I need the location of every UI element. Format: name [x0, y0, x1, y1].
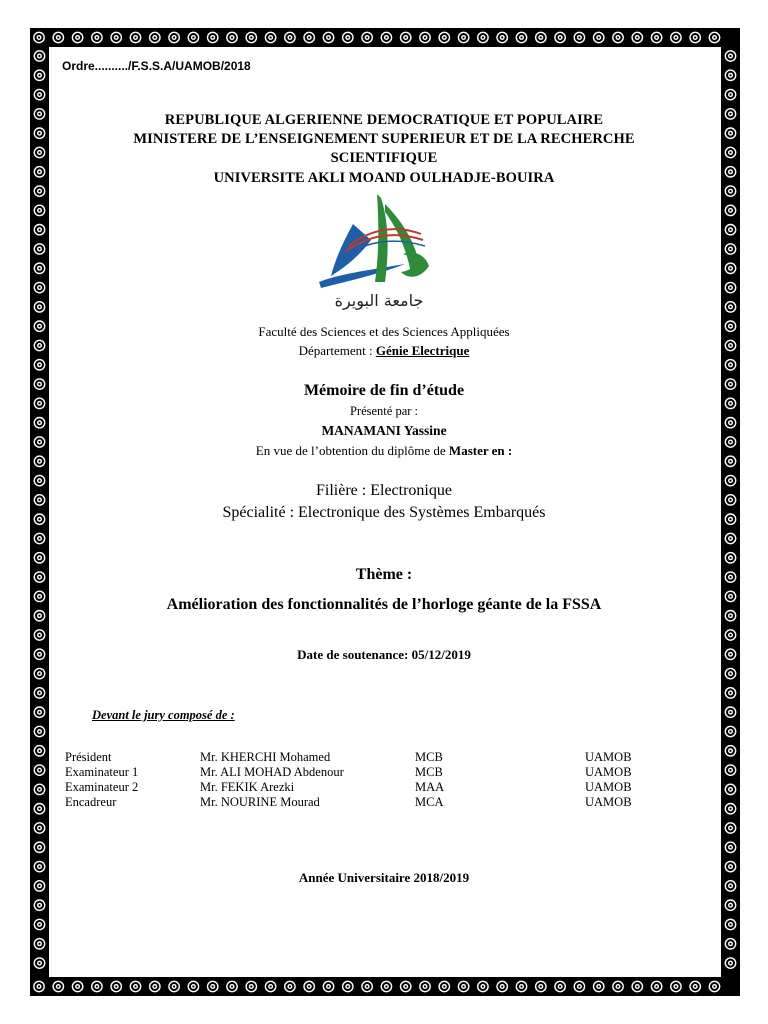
jury-name: Mr. NOURINE Mourad — [200, 795, 320, 809]
jury-row — [0, 750, 768, 766]
jury-row — [0, 765, 768, 781]
obtention-prefix: En vue de l’obtention du diplôme de — [255, 443, 449, 458]
student-name: MANAMANI Yassine — [321, 423, 447, 438]
jury-heading: Devant le jury composé de : — [92, 708, 235, 722]
header-ministry-cont: SCIENTIFIQUE — [330, 150, 438, 166]
department-value: Génie Electrique — [375, 343, 470, 358]
jury-grade: MAA — [415, 780, 445, 794]
jury-institution: UAMOB — [585, 750, 632, 764]
logo-arabic-text: جامعة البويرة — [334, 291, 424, 310]
filiere: Filière : Electronique — [316, 482, 452, 499]
header-university: UNIVERSITE AKLI MOAND OULHADJE-BOUIRA — [213, 170, 555, 186]
academic-year: Année Universitaire 2018/2019 — [298, 870, 470, 885]
jury-role: Examinateur 1 — [65, 765, 139, 779]
degree: Master — [448, 443, 489, 458]
memoire-title: Mémoire de fin d’étude — [303, 382, 465, 399]
jury-institution: UAMOB — [585, 795, 632, 809]
jury-grade: MCB — [415, 765, 443, 779]
jury-institution: UAMOB — [585, 765, 632, 779]
header-ministry: MINISTERE DE L’ENSEIGNEMENT SUPERIEUR ET DE LA RECHERCHE — [133, 131, 635, 147]
department-line — [0, 343, 768, 359]
jury-row — [0, 795, 768, 811]
jury-row — [0, 780, 768, 796]
theme-title: Amélioration des fonctionnalités de l’horloge géante de la FSSA — [166, 596, 602, 613]
jury-name: Mr. ALI MOHAD Abdenour — [200, 765, 344, 779]
jury-name: Mr. FEKIK Arezki — [200, 780, 295, 794]
jury-grade: MCB — [415, 750, 443, 764]
jury-role: Examinateur 2 — [65, 780, 139, 794]
jury-grade: MCA — [415, 795, 444, 809]
reference-number: Ordre........../F.S.S.A/UAMOB/2018 — [62, 59, 251, 73]
faculty: Faculté des Sciences et des Sciences Appliquées — [258, 324, 510, 339]
presented-by: Présenté par : — [349, 404, 419, 418]
obtention-suffix: en : — [488, 443, 513, 458]
jury-institution: UAMOB — [585, 780, 632, 794]
defense-date: Date de soutenance: 05/12/2019 — [297, 647, 471, 662]
obtention-line — [0, 443, 768, 459]
department-label: Département : — [298, 343, 376, 358]
jury-role: Président — [65, 750, 112, 764]
specialite: Spécialité : Electronique des Systèmes Embarqués — [222, 504, 546, 521]
jury-role: Encadreur — [65, 795, 117, 809]
university-logo — [309, 194, 449, 316]
header-republic: REPUBLIQUE ALGERIENNE DEMOCRATIQUE ET POPULAIRE — [164, 112, 604, 128]
jury-name: Mr. KHERCHI Mohamed — [200, 750, 331, 764]
theme-label: Thème : — [355, 566, 413, 583]
